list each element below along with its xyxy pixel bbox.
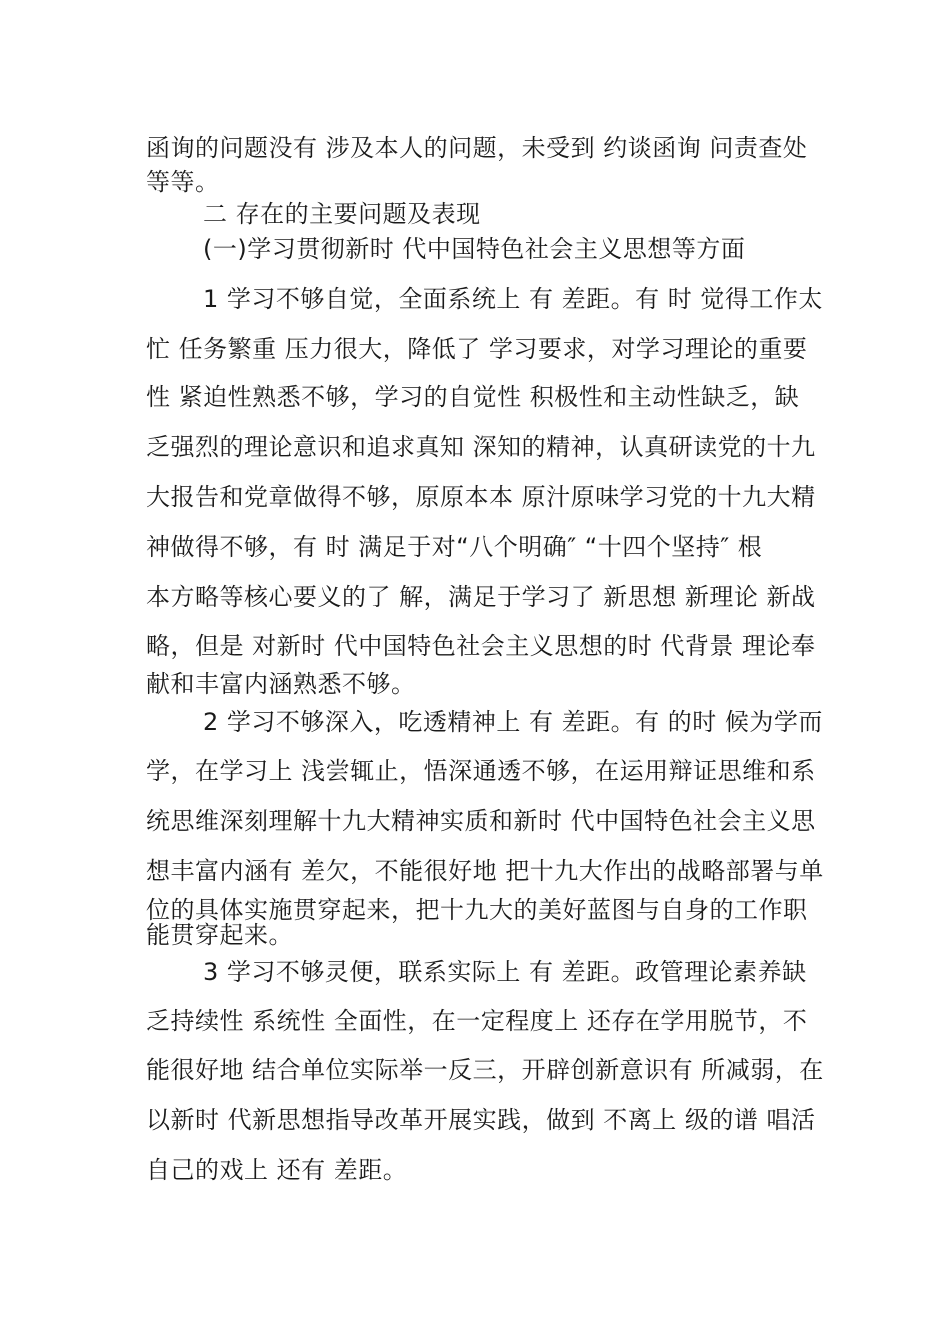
text-line: 统思维深刻理解十九大精神实质和新时 代中国特色社会主义思 [146,807,816,835]
text-line: 性 紧迫性熟悉不够，学习的自觉性 积极性和主动性缺乏，缺 [146,383,800,411]
text-line: 略，但是 对新时 代中国特色社会主义思想的时 代背景 理论奉 [146,632,816,660]
text-line: 本方略等核心要义的了 解，满足于学习了 新思想 新理论 新战 [146,583,816,611]
text-line: 大报告和党章做得不够，原原本本 原汁原味学习党的十九大精 [146,483,816,511]
text-line: 神做得不够，有 时 满足于对“八个明确″ “十四个坚持″ 根 [146,533,763,561]
text-line: 忙 任务繁重 压力很大，降低了 学习要求，对学习理论的重要 [146,335,808,363]
text-line: 以新时 代新思想指导改革开展实践，做到 不离上 级的谱 唱活 [146,1106,816,1134]
text-line: 3 学习不够灵便，联系实际上 有 差距。政管理论素养缺 [203,958,807,986]
text-line: 献和丰富内涵熟悉不够。 [146,670,416,698]
text-line: 1 学习不够自觉，全面系统上 有 差距。有 时 觉得工作太 [203,285,823,313]
text-line: 自己的戏上 还有 差距。 [146,1156,408,1184]
section-heading: 二 存在的主要问题及表现 [203,200,481,228]
text-line: 等等。 [146,168,220,196]
text-line: 乏强烈的理论意识和追求真知 深知的精神，认真研读党的十九 [146,433,816,461]
text-line: 能贯穿起来。 [146,921,293,949]
text-line: 能很好地 结合单位实际举一反三，开辟创新意识有 所减弱，在 [146,1056,824,1084]
text-line: 乏持续性 系统性 全面性，在一定程度上 还存在学用脱节，不 [146,1007,808,1035]
text-line: 函询的问题没有 涉及本人的问题，未受到 约谈函询 问责查处 [146,134,808,162]
text-line: 学，在学习上 浅尝辄止，悟深通透不够，在运用辩证思维和系 [146,757,816,785]
text-line: 2 学习不够深入，吃透精神上 有 差距。有 的时 候为学而 [203,708,823,736]
text-line: 想丰富内涵有 差欠，不能很好地 把十九大作出的战略部署与单 [146,857,824,885]
subsection-heading: (一)学习贯彻新时 代中国特色社会主义思想等方面 [203,235,746,263]
text-line: 位的具体实施贯穿起来，把十九大的美好蓝图与自身的工作职 [146,896,808,924]
